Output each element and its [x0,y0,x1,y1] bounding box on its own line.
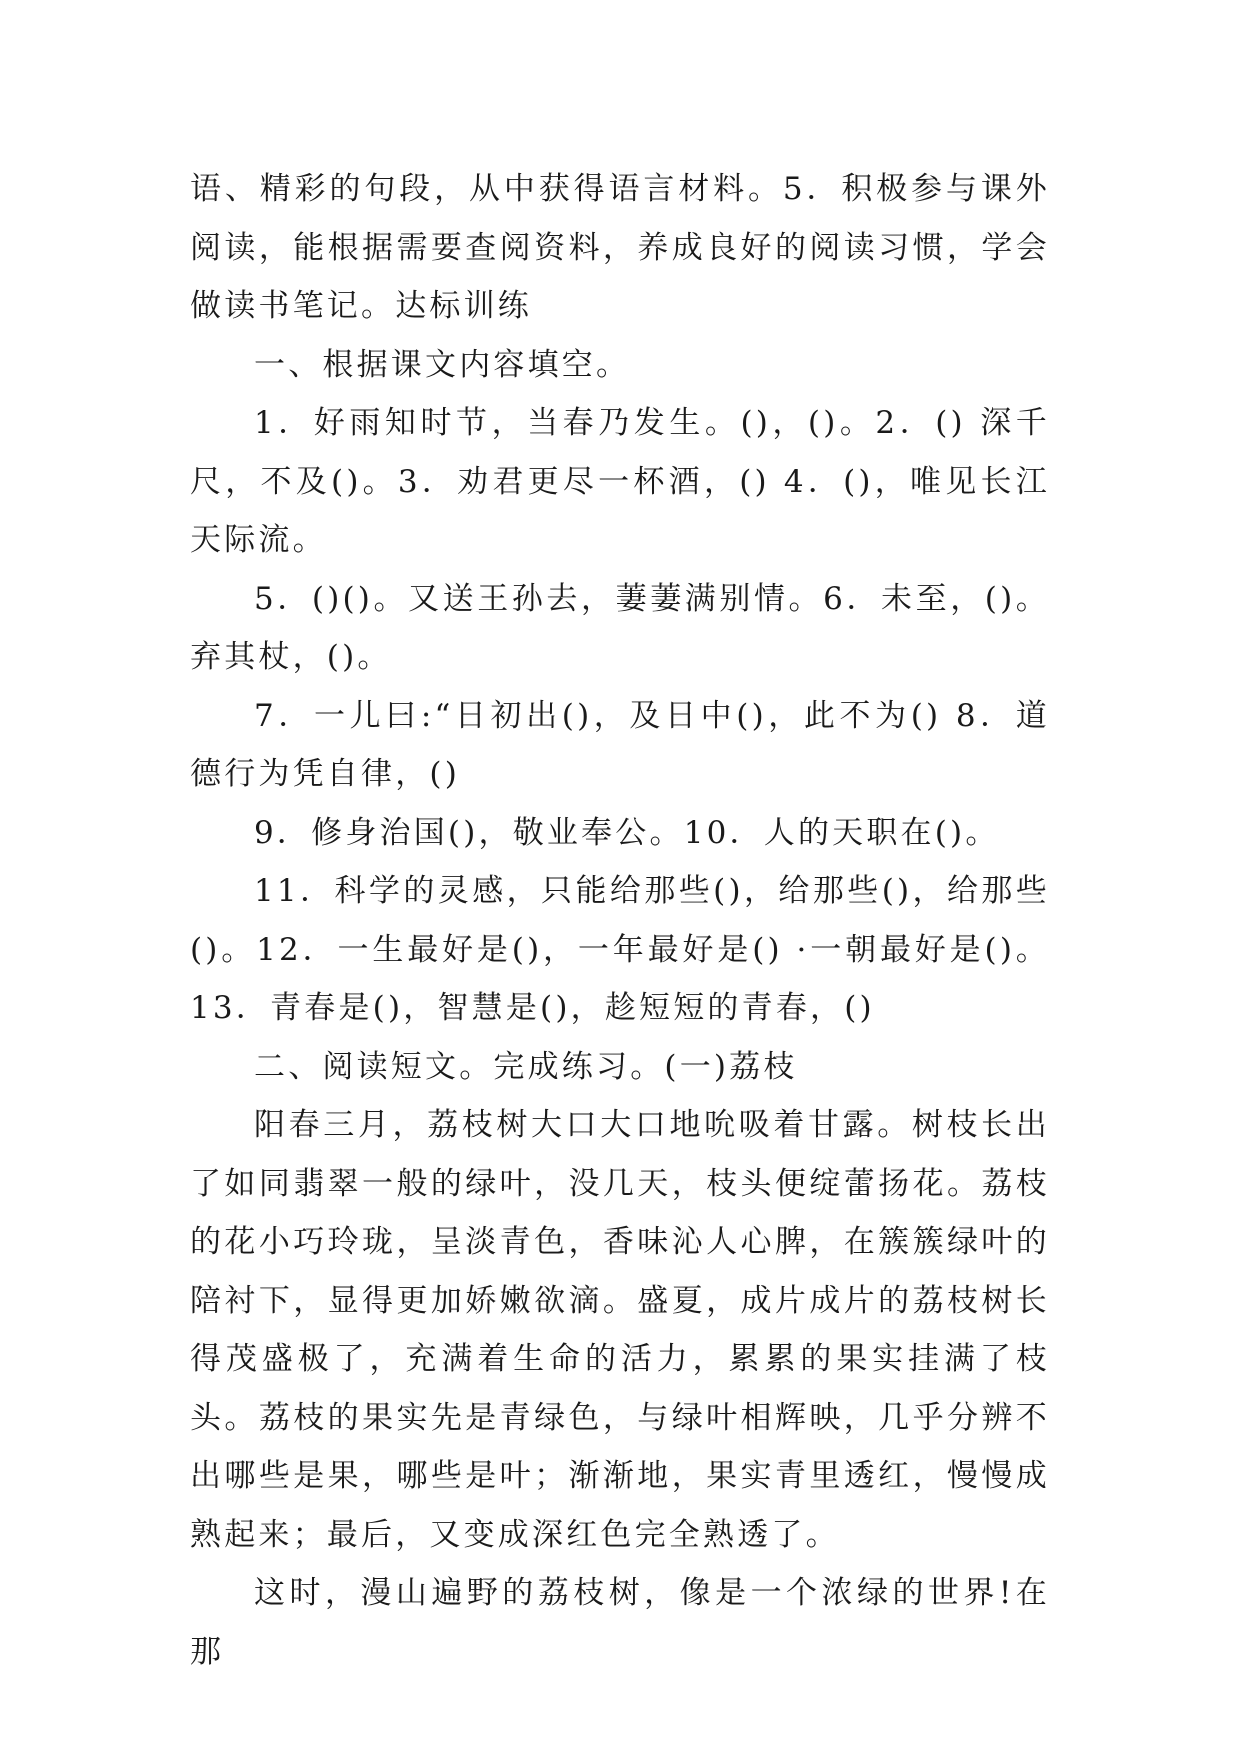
document-body [190,160,1050,1681]
section-heading-fill-blanks: 一、根据课文内容填空。 [254,346,631,383]
exercise-items-7-8: 7．一儿曰:“日初出()，及日中()，此不为() 8．道德行为凭自律，() [190,697,1050,792]
exercise-items-1-4: 1．好雨知时节，当春乃发生。()，()。2．() 深千尺，不及()。3．劝君更尽一杯酒，() 4．()，唯见长江天际流。 [190,405,1050,558]
reading-passage-paragraph: 这时，漫山遍野的荔枝树，像是一个浓绿的世界!在那 [190,1575,1050,1670]
exercise-items-9-10: 9．修身治国()，敬业奉公。10．人的天职在()。 [254,814,1000,851]
reading-passage-paragraph: 阳春三月，荔枝树大口大口地吮吸着甘露。树枝长出了如同翡翠一般的绿叶，没几天，枝头便绽蕾扬花。荔枝的花小巧玲珑，呈淡青色，香味沁人心脾，在簇簇绿叶的陪衬下，显得更加娇嫩欲滴。盛夏，成片成片的荔枝树长得茂盛极了，充满着生命的活力，累累的果实挂满了枝头。荔枝的果实先是青绿色，与绿叶相辉映，几乎分辨不出哪些是果，哪些是叶；渐渐地，果实青里透红，慢慢成熟起来；最后，又变成深红色完全熟透了。 [190,1107,1050,1553]
exercise-items-5-6: 5．()()。又送王孙去，萋萋满别情。6．未至，()。弃其杖，()。 [190,580,1050,675]
paragraph-continuation: 语、精彩的句段，从中获得语言材料。5．积极参与课外阅读，能根据需要查阅资料，养成良好的阅读习惯，学会做读书笔记。达标训练 [190,171,1050,324]
section-heading-reading: 二、阅读短文。完成练习。(一)荔枝 [254,1048,798,1085]
exercise-items-11-13: 11．科学的灵感，只能给那些()，给那些()，给那些()。12．一生最好是()，一年最好是() ·一朝最好是()。13．青春是()，智慧是()，趁短短的青春，() [190,873,1050,1026]
